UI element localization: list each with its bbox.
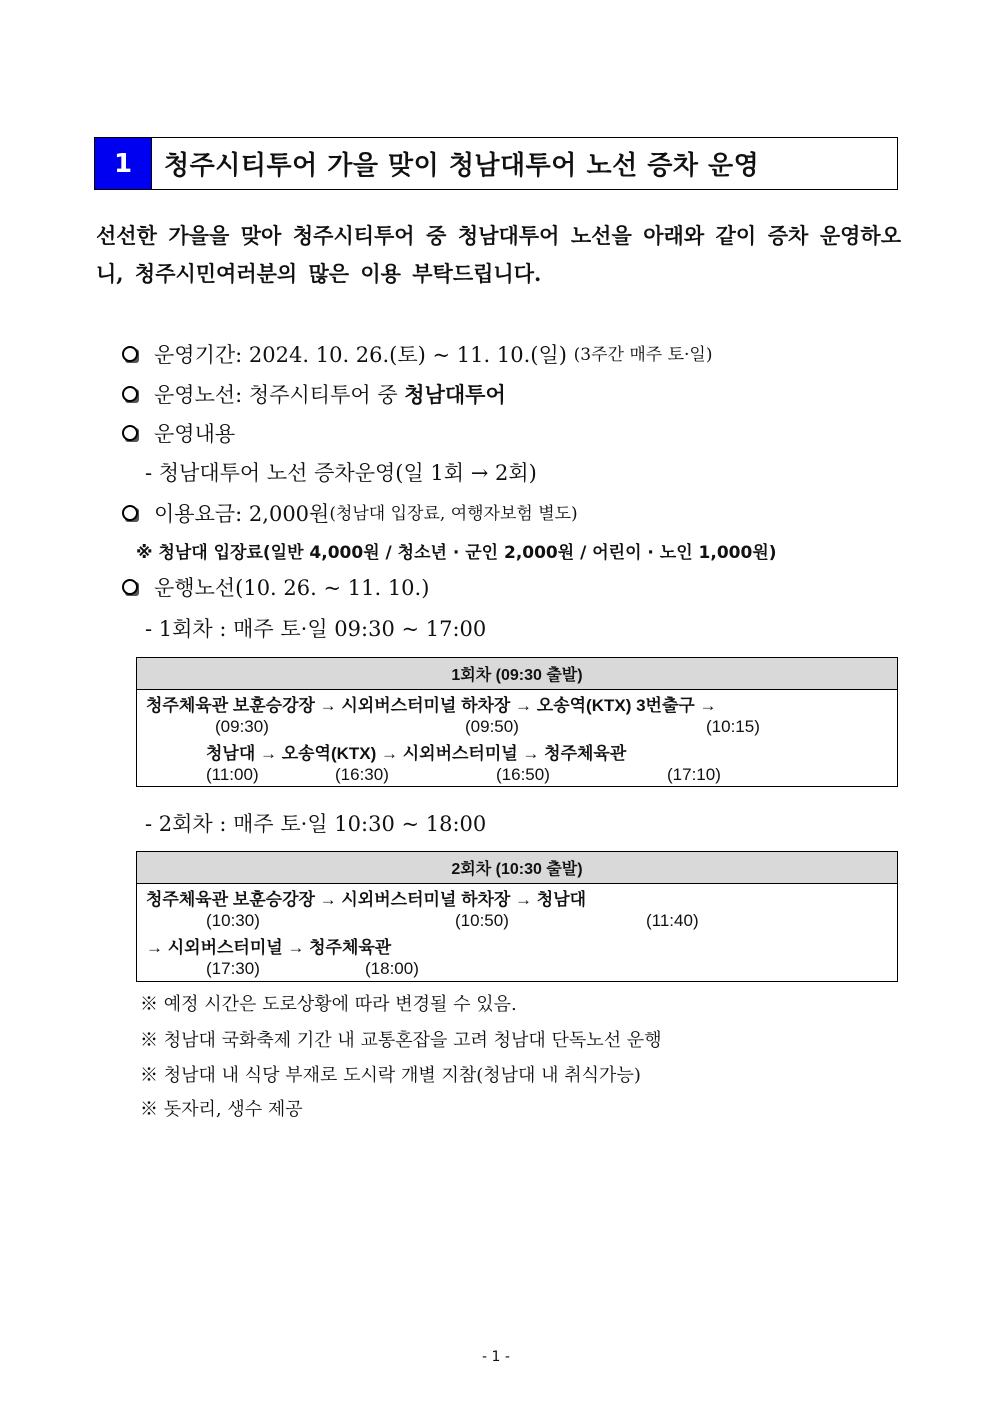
section-heading (94, 137, 898, 190)
note-item: ※ 청남대 내 식당 부재로 도시락 개별 지참(청남대 내 취식가능) (140, 1065, 641, 1086)
period-note: (3주간 매주 토·일) (573, 345, 713, 365)
circle-bullet-icon (122, 346, 140, 364)
page-number: - 1 - (482, 1349, 510, 1365)
intro-paragraph: 선선한 가을을 맞아 청주시티투어 중 청남대투어 노선을 아래와 같이 증차 운영하오니, 청주시민여러분의 많은 이용 부탁드립니다. (96, 223, 901, 286)
round1-time: (17:10) (667, 765, 721, 784)
round2-table (136, 851, 898, 982)
circle-bullet-icon (122, 425, 140, 443)
round2-route-line1: 청주체육관 보훈승강장 → 시외버스터미널 하차장 → 청남대 (146, 890, 587, 909)
fee-note: (청남대 입장료, 여행자보험 별도) (329, 504, 578, 524)
round2-caption: - 2회차 : 매주 토·일 10:30 ~ 18:00 (145, 812, 487, 836)
fee-extra: ※ 청남대 입장료(일반 4,000원 / 청소년 · 군인 2,000원 / 어린이 · 노인 1,000원) (136, 543, 777, 563)
schedule-label: 운행노선(10. 26. ~ 11. 10.) (154, 576, 430, 600)
content-item (122, 421, 235, 447)
circle-bullet-icon (122, 386, 140, 404)
round1-time: (09:50) (465, 717, 519, 736)
route-label: 운영노선: (154, 383, 243, 407)
note-item: ※ 돗자리, 생수 제공 (140, 1099, 303, 1120)
round1-header: 1회차 (09:30 출발) (137, 658, 897, 690)
round1-route-line1: 청주체육관 보훈승강장 → 시외버스터미널 하차장 → 오송역(KTX) 3번출구 → (146, 696, 717, 715)
round2-header: 2회차 (10:30 출발) (137, 852, 897, 884)
circle-bullet-icon (122, 579, 140, 597)
circle-bullet-icon (122, 505, 140, 523)
route-value: 청남대투어 (404, 383, 506, 407)
section-title: 청주시티투어 가을 맞이 청남대투어 노선 증차 운영 (164, 151, 760, 181)
fee-value: 2,000원 (248, 502, 330, 526)
round1-time: (09:30) (215, 717, 269, 736)
note-item: ※ 청남대 국화축제 기간 내 교통혼잡을 고려 청남대 단독노선 운행 (140, 1030, 662, 1051)
period-value: 2024. 10. 26.(토) ~ 11. 10.(일) (248, 343, 567, 367)
round1-time: (16:30) (335, 765, 389, 784)
period-label: 운영기간: (154, 343, 243, 367)
round2-time: (10:30) (206, 911, 260, 930)
content-detail: - 청남대투어 노선 증차운영(일 1회 → 2회) (145, 461, 537, 485)
period-item (122, 342, 712, 368)
section-number: 1 (95, 138, 152, 189)
fee-label: 이용요금: (154, 502, 243, 526)
fee-item (122, 501, 578, 527)
note-item: ※ 예정 시간은 도로상황에 따라 변경될 수 있음. (140, 994, 517, 1015)
round1-time: (16:50) (496, 765, 550, 784)
round2-route-line2: → 시외버스터미널 → 청주체육관 (146, 938, 392, 957)
round1-time: (10:15) (706, 717, 760, 736)
content-label: 운영내용 (154, 422, 236, 446)
round1-route-line2: 청남대 → 오송역(KTX) → 시외버스터미널 → 청주체육관 (206, 744, 627, 763)
round2-time: (17:30) (206, 959, 260, 978)
round2-time: (18:00) (365, 959, 419, 978)
route-prefix: 청주시티투어 중 (248, 383, 398, 407)
schedule-item (122, 575, 429, 601)
round1-table (136, 657, 898, 787)
round2-time: (10:50) (455, 911, 509, 930)
round1-caption: - 1회차 : 매주 토·일 09:30 ~ 17:00 (145, 617, 487, 641)
route-item (122, 382, 506, 408)
round2-time: (11:40) (646, 911, 699, 930)
round1-time: (11:00) (206, 765, 259, 784)
